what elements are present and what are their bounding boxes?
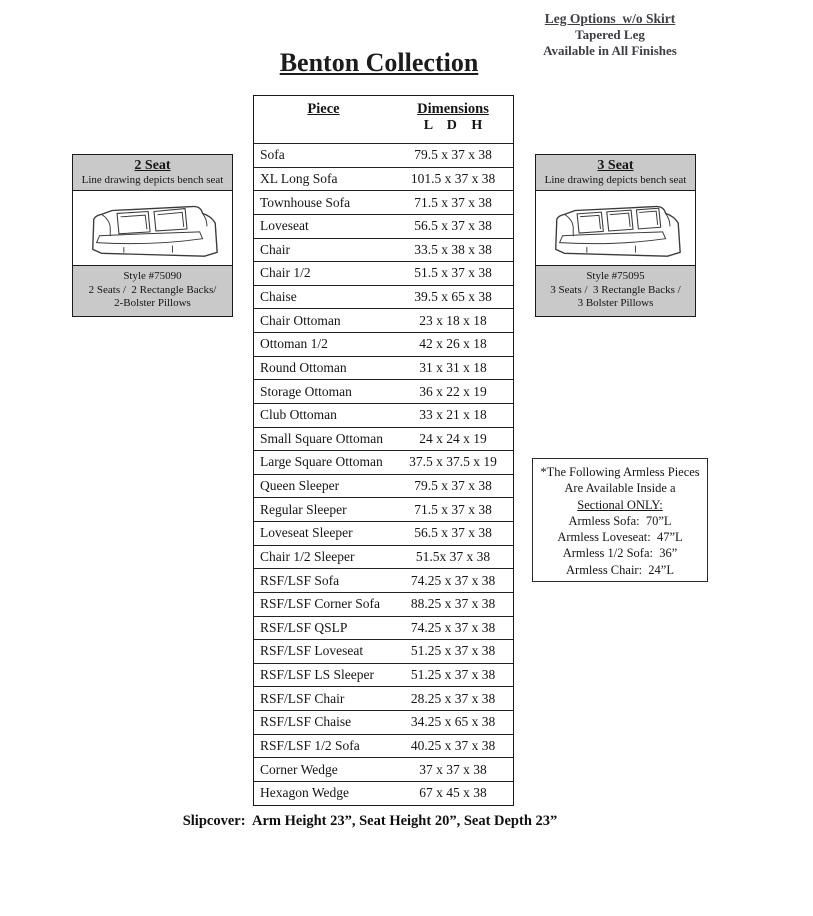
table-row: [254, 427, 513, 451]
armless-item: Armless 1/2 Sofa: 36”: [562, 546, 678, 561]
piece-name: Corner Wedge: [260, 761, 338, 777]
table-row: [254, 757, 513, 781]
piece-name: Club Ottoman: [260, 407, 337, 423]
sofa-line-drawing-3seat: [542, 193, 690, 263]
piece-name: RSF/LSF Corner Sofa: [260, 596, 381, 612]
armless-item: Armless Chair: 24”L: [566, 562, 674, 577]
table-row: [254, 568, 513, 592]
piece-name: Storage Ottoman: [260, 383, 352, 399]
table-row: [254, 238, 513, 262]
piece-dimensions: 37.5 x 37.5 x 19: [409, 454, 497, 470]
piece-dimensions: 79.5 x 37 x 38: [414, 478, 492, 494]
piece-name: Chair 1/2: [260, 265, 311, 281]
piece-name: Queen Sleeper: [260, 478, 340, 494]
piece-name: RSF/LSF Loveseat: [260, 643, 364, 659]
three-seat-header: [536, 155, 695, 191]
slipcover-note: Slipcover: Arm Height 23”, Seat Height 20”, Seat Depth 23”: [182, 813, 558, 829]
table-row: [254, 616, 513, 640]
table-header: [254, 96, 513, 143]
ldh-header-label: L D H: [423, 118, 483, 133]
armless-item: Armless Sofa: 70”L: [568, 513, 672, 528]
table-row: [254, 686, 513, 710]
three-seat-style-number: Style #75095: [586, 270, 645, 282]
piece-dimensions: 79.5 x 37 x 38: [414, 147, 492, 163]
piece-dimensions: 34.25 x 65 x 38: [410, 714, 496, 730]
table-row: [254, 285, 513, 309]
piece-name: RSF/LSF QSLP: [260, 619, 348, 635]
table-row: [254, 450, 513, 474]
spec-table-body: [254, 143, 513, 805]
table-row: [254, 734, 513, 758]
piece-dimensions: 39.5 x 65 x 38: [414, 289, 492, 305]
three-seat-subtitle: Line drawing depicts bench seat: [544, 174, 687, 186]
piece-name: Townhouse Sofa: [260, 194, 351, 210]
leg-options-line2: Available in All Finishes: [543, 43, 677, 58]
piece-dimensions: 23 x 18 x 18: [419, 312, 487, 328]
piece-name: Round Ottoman: [260, 359, 347, 375]
piece-dimensions: 42 x 26 x 18: [419, 336, 487, 352]
three-seat-footer: [536, 265, 695, 316]
piece-dimensions: 101.5 x 37 x 38: [410, 170, 496, 186]
page-title: Benton Collection: [279, 48, 479, 77]
table-row: [254, 710, 513, 734]
three-seat-drawing-area: [536, 191, 695, 265]
table-row: [254, 356, 513, 380]
piece-dimensions: 40.25 x 37 x 38: [410, 737, 496, 753]
dimensions-column-header: [393, 96, 513, 143]
piece-name: RSF/LSF LS Sleeper: [260, 667, 375, 683]
three-seat-desc-line2: 3 Bolster Pillows: [577, 297, 654, 309]
dimensions-table: [253, 95, 514, 806]
leg-options-note: [495, 11, 725, 59]
piece-dimensions: 56.5 x 37 x 38: [414, 218, 492, 234]
two-seat-subtitle: Line drawing depicts bench seat: [81, 174, 224, 186]
piece-dimensions: 36 x 22 x 19: [419, 383, 487, 399]
piece-header-label: Piece: [307, 101, 340, 117]
piece-dimensions: 56.5 x 37 x 38: [414, 525, 492, 541]
piece-dimensions: 74.25 x 37 x 38: [410, 619, 496, 635]
two-seat-title: 2 Seat: [134, 158, 171, 173]
piece-dimensions: 51.5 x 37 x 38: [414, 265, 492, 281]
table-row: [254, 497, 513, 521]
three-seat-box: [535, 154, 696, 317]
three-seat-desc-line1: 3 Seats / 3 Rectangle Backs /: [550, 283, 681, 296]
two-seat-style-number: Style #75090: [123, 270, 182, 282]
piece-name: Regular Sleeper: [260, 501, 347, 517]
piece-name: RSF/LSF Sofa: [260, 572, 340, 588]
piece-name: XL Long Sofa: [260, 170, 338, 186]
piece-name: Chaise: [260, 289, 297, 305]
piece-dimensions: 51.25 x 37 x 38: [410, 667, 496, 683]
armless-line3: Sectional ONLY:: [577, 497, 663, 512]
piece-name: Chair 1/2 Sleeper: [260, 548, 355, 564]
armless-line2: Are Available Inside a: [564, 481, 676, 496]
table-row: [254, 308, 513, 332]
dimensions-header-label: Dimensions: [417, 101, 489, 117]
two-seat-header: [73, 155, 232, 191]
piece-column-header: [254, 96, 393, 143]
table-row: [254, 143, 513, 167]
piece-dimensions: 88.25 x 37 x 38: [410, 596, 496, 612]
piece-name: RSF/LSF Chair: [260, 690, 345, 706]
armless-item: Armless Loveseat: 47”L: [557, 530, 683, 545]
two-seat-drawing-area: [73, 191, 232, 265]
piece-name: Chair: [260, 241, 290, 257]
piece-dimensions: 71.5 x 37 x 38: [414, 501, 492, 517]
table-row: [254, 379, 513, 403]
leg-options-heading: Leg Options w/o Skirt: [544, 11, 676, 26]
table-row: [254, 261, 513, 285]
piece-dimensions: 24 x 24 x 19: [419, 430, 487, 446]
piece-dimensions: 67 x 45 x 38: [419, 785, 487, 801]
table-row: [254, 403, 513, 427]
armless-note-box: [532, 458, 708, 582]
piece-dimensions: 71.5 x 37 x 38: [414, 194, 492, 210]
armless-line1: *The Following Armless Pieces: [540, 465, 700, 479]
piece-dimensions: 51.5x 37 x 38: [415, 548, 491, 564]
table-row: [254, 190, 513, 214]
piece-name: Large Square Ottoman: [260, 454, 383, 470]
table-row: [254, 663, 513, 687]
table-row: [254, 474, 513, 498]
piece-name: RSF/LSF Chaise: [260, 714, 352, 730]
table-row: [254, 781, 513, 805]
piece-dimensions: 51.25 x 37 x 38: [410, 643, 496, 659]
two-seat-desc-line2: 2-Bolster Pillows: [114, 297, 191, 309]
piece-name: Sofa: [260, 147, 285, 163]
sofa-line-drawing-2seat: [79, 193, 227, 263]
piece-dimensions: 37 x 37 x 38: [419, 761, 487, 777]
piece-dimensions: 31 x 31 x 18: [419, 359, 487, 375]
table-row: [254, 545, 513, 569]
piece-dimensions: 74.25 x 37 x 38: [410, 572, 496, 588]
leg-options-line1: Tapered Leg: [575, 27, 645, 42]
piece-name: Ottoman 1/2: [260, 336, 328, 352]
two-seat-footer: [73, 265, 232, 316]
three-seat-title: 3 Seat: [597, 158, 634, 173]
piece-dimensions: 33.5 x 38 x 38: [414, 241, 492, 257]
piece-dimensions: 33 x 21 x 18: [419, 407, 487, 423]
piece-name: Loveseat Sleeper: [260, 525, 353, 541]
piece-name: Chair Ottoman: [260, 312, 341, 328]
table-row: [254, 639, 513, 663]
piece-name: Loveseat: [260, 218, 309, 234]
two-seat-box: [72, 154, 233, 317]
piece-name: Hexagon Wedge: [260, 785, 350, 801]
table-row: [254, 214, 513, 238]
table-row: [254, 521, 513, 545]
piece-name: Small Square Ottoman: [260, 430, 383, 446]
table-row: [254, 592, 513, 616]
piece-name: RSF/LSF 1/2 Sofa: [260, 737, 360, 753]
table-row: [254, 167, 513, 191]
table-row: [254, 332, 513, 356]
piece-dimensions: 28.25 x 37 x 38: [410, 690, 496, 706]
two-seat-desc-line1: 2 Seats / 2 Rectangle Backs/: [88, 283, 217, 296]
